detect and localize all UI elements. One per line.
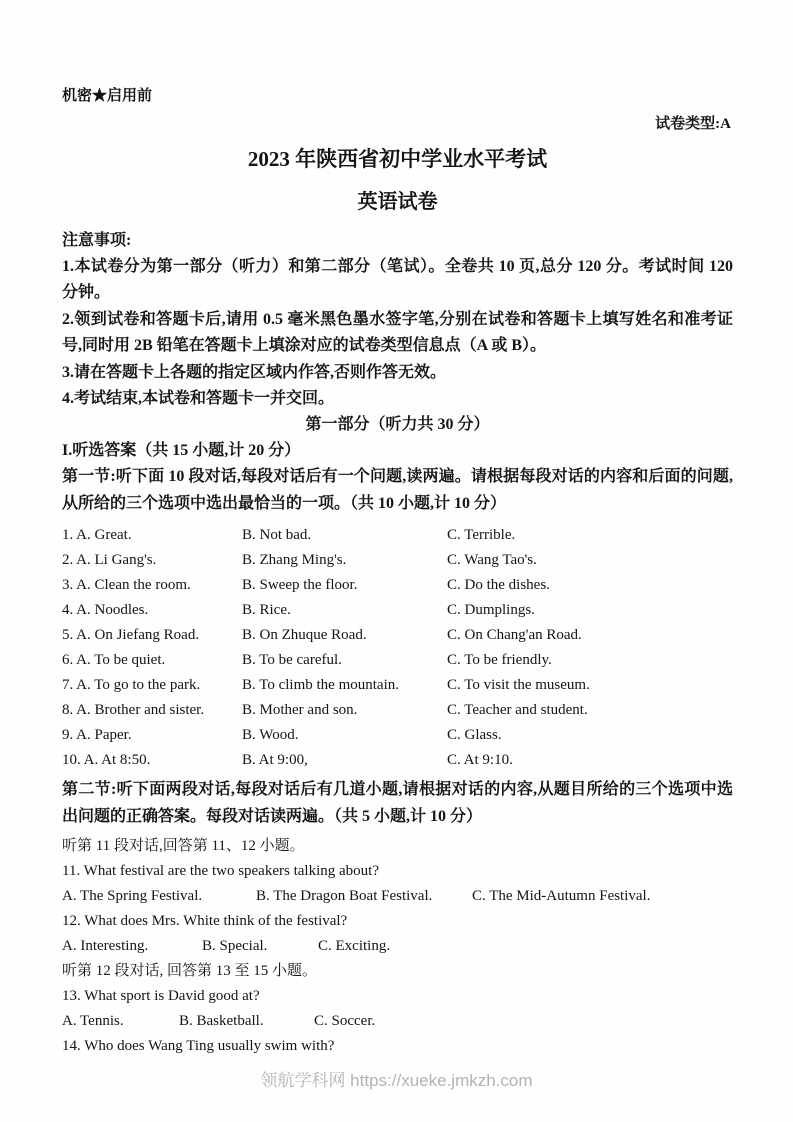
q5-option-c: C. On Chang'an Road.: [447, 627, 582, 644]
q1-option-a: 1. A. Great.: [62, 527, 132, 544]
question-row-10: [62, 748, 733, 773]
q12-option-a: A. Interesting.: [62, 938, 149, 955]
q1-option-c: C. Terrible.: [447, 527, 516, 544]
question-row-9: [62, 723, 733, 748]
notice-item-3: 3.请在答题卡上各题的指定区域内作答,否则作答无效。: [62, 363, 447, 381]
q6-option-b: B. To be careful.: [242, 652, 342, 669]
question-row-7: [62, 673, 733, 698]
question-row-5: [62, 623, 733, 648]
question-row-8: [62, 698, 733, 723]
q10-option-c: C. At 9:10.: [447, 752, 513, 769]
dialogue-11-note: 听第 11 段对话,回答第 11、12 小题。: [62, 838, 305, 855]
q11-option-a: A. The Spring Festival.: [62, 888, 203, 905]
q9-option-a: 9. A. Paper.: [62, 727, 132, 744]
question-14-stem: 14. Who does Wang Ting usually swim with?: [62, 1038, 335, 1055]
section1-node2-intro: 第二节:听下面两段对话,每段对话后有几道小题,请根据对话的内容,从题目所给的三个选项中选出问题的正确答案。每段对话读两遍。（共 5 小题,计 10 分）: [62, 781, 733, 825]
q8-option-c: C. Teacher and student.: [447, 702, 588, 719]
q1-option-b: B. Not bad.: [242, 527, 312, 544]
q7-option-b: B. To climb the mountain.: [242, 677, 399, 694]
q12-option-c: C. Exciting.: [318, 938, 391, 955]
q4-option-c: C. Dumplings.: [447, 602, 535, 619]
notice-item-2: 2.领到试卷和答题卡后,请用 0.5 毫米黑色墨水签字笔,分别在试卷和答题卡上填写姓名和准考证号,同时用 2B 铅笔在答题卡上填涂对应的试卷类型信息点（A 或 B）。: [62, 310, 733, 355]
q10-option-a: 10. A. At 8:50.: [62, 752, 151, 769]
q13-option-a: A. Tennis.: [62, 1013, 124, 1030]
q2-option-c: C. Wang Tao's.: [447, 552, 537, 569]
q13-option-c: C. Soccer.: [314, 1013, 376, 1030]
q7-option-c: C. To visit the museum.: [447, 677, 590, 694]
q8-option-a: 8. A. Brother and sister.: [62, 702, 205, 719]
q3-option-b: B. Sweep the floor.: [242, 577, 358, 594]
question-12-stem: 12. What does Mrs. White think of the festival?: [62, 913, 348, 930]
q3-option-c: C. Do the dishes.: [447, 577, 550, 594]
notice-item-4: 4.考试结束,本试卷和答题卡一并交回。: [62, 390, 335, 408]
q2-option-b: B. Zhang Ming's.: [242, 552, 347, 569]
q12-option-b: B. Special.: [202, 938, 268, 955]
question-row-4: [62, 598, 733, 623]
notices-section: [62, 228, 733, 412]
question-row-1: [62, 523, 733, 548]
section1-heading: I.听选答案（共 15 小题,计 20 分）: [62, 442, 301, 460]
q9-option-b: B. Wood.: [242, 727, 299, 744]
q3-option-a: 3. A. Clean the room.: [62, 577, 191, 594]
q4-option-a: 4. A. Noodles.: [62, 602, 149, 619]
q11-option-c: C. The Mid-Autumn Festival.: [472, 888, 651, 905]
q5-option-b: B. On Zhuque Road.: [242, 627, 367, 644]
q4-option-b: B. Rice.: [242, 602, 291, 619]
section1-node1-intro: 第一节:听下面 10 段对话,每段对话后有一个问题,读两遍。请根据每段对话的内容和后面的问题,从所给的三个选项中选出最恰当的一项。（共 10 小题,计 10 分）: [62, 468, 733, 512]
questions-1-10: [62, 523, 733, 773]
dialogue-12-note: 听第 12 段对话, 回答第 13 至 15 小题。: [62, 963, 318, 980]
confidential-label: 机密★启用前: [62, 88, 153, 104]
exam-subtitle: 英语试卷: [357, 191, 438, 213]
q11-option-b: B. The Dragon Boat Festival.: [256, 888, 433, 905]
q5-option-a: 5. A. On Jiefang Road.: [62, 627, 200, 644]
question-13-stem: 13. What sport is David good at?: [62, 988, 260, 1005]
question-row-2: [62, 548, 733, 573]
part1-heading: 第一部分（听力共 30 分）: [305, 416, 490, 434]
q6-option-a: 6. A. To be quiet.: [62, 652, 166, 669]
notice-item-1: 1.本试卷分为第一部分（听力）和第二部分（笔试）。全卷共 10 页,总分 120 分。考试时间 120 分钟。: [62, 258, 733, 302]
q6-option-c: C. To be friendly.: [447, 652, 552, 669]
q2-option-a: 2. A. Li Gang's.: [62, 552, 157, 569]
question-11-stem: 11. What festival are the two speakers talking about?: [62, 863, 379, 880]
site-watermark: 领航学科网 https://xueke.jmkzh.com: [260, 1071, 533, 1090]
question-row-6: [62, 648, 733, 673]
q7-option-a: 7. A. To go to the park.: [62, 677, 201, 694]
paper-type-label: 试卷类型:A: [655, 116, 731, 132]
exam-title: 2023 年陕西省初中学业水平考试: [247, 147, 548, 171]
q8-option-b: B. Mother and son.: [242, 702, 358, 719]
q13-option-b: B. Basketball.: [179, 1013, 264, 1030]
q9-option-c: C. Glass.: [447, 727, 502, 744]
question-13-options: [62, 1009, 733, 1034]
question-12-options: [62, 934, 733, 959]
question-11-options: [62, 884, 733, 909]
question-row-3: [62, 573, 733, 598]
q10-option-b: B. At 9:00,: [242, 752, 308, 769]
notices-heading: 注意事项:: [62, 232, 132, 249]
